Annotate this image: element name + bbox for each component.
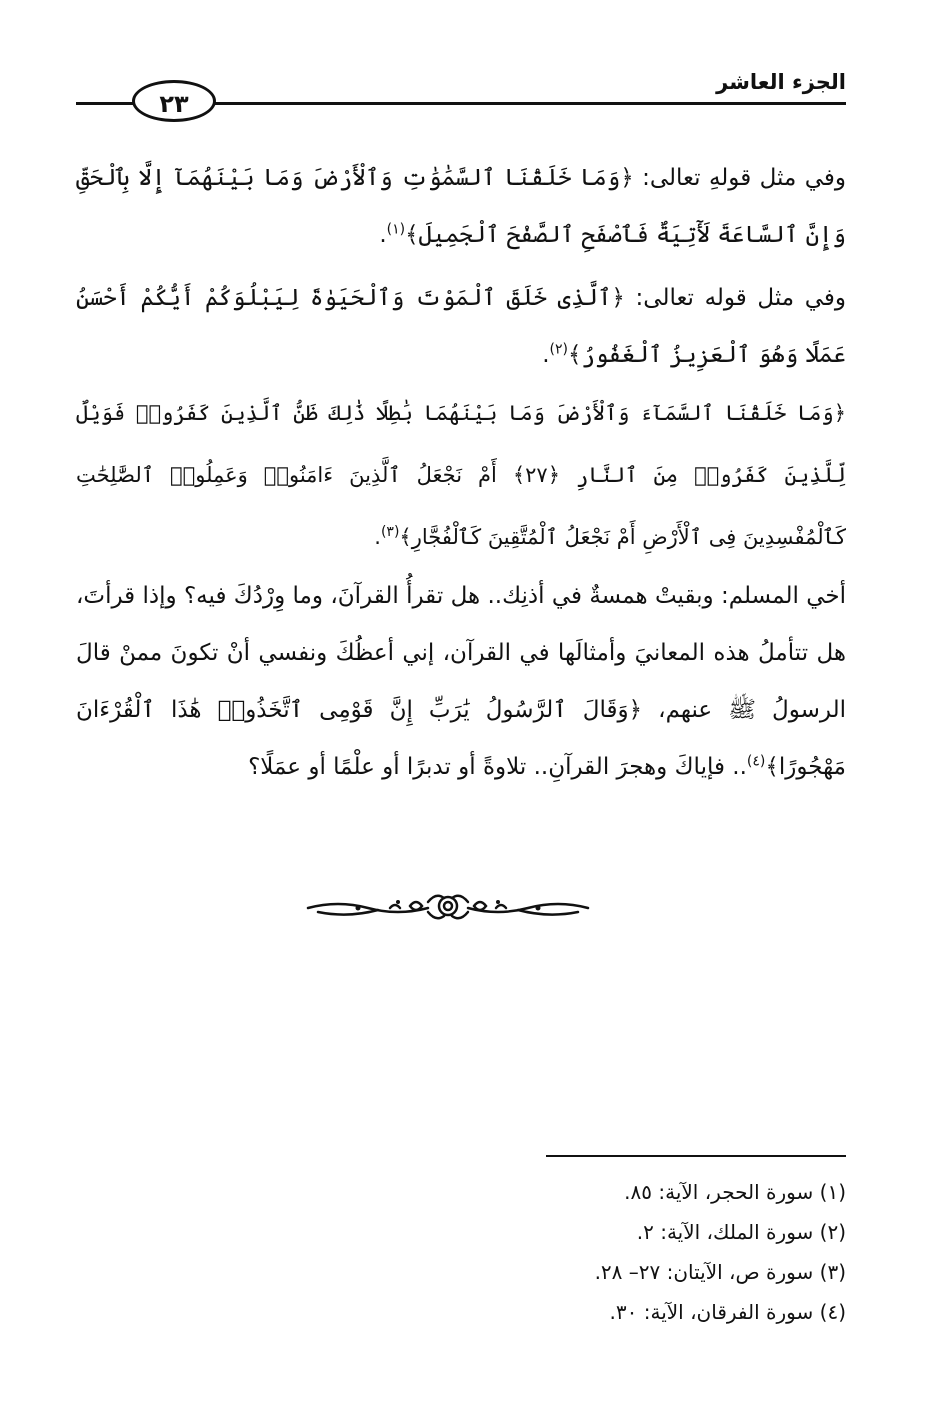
quran-verse: ﴿وَمَا خَلَقْنَا ٱلسَّمَآءَ وَٱلْأَرْضَ وَمَا بَيْنَهُمَا بَٰطِلًا ذَٰلِكَ ظَنُّ ٱلَّذِينَ كَفَرُوا۟ فَوَيْلٌ لِّلَّذِينَ كَفَرُوا۟ مِنَ ٱلنَّارِ ﴿٢٧﴾ أَمْ نَجْعَلُ ٱلَّذِينَ ءَامَنُوا۟ وَعَمِلُوا۟ ٱلصَّٰلِحَٰتِ كَٱلْمُفْسِدِينَ فِى ٱلْأَرْضِ أَمْ نَجْعَلُ ٱلْمُتَّقِينَ كَٱلْفُجَّارِ﴾ (76, 401, 846, 549)
footnote-ref: (٢) (549, 341, 568, 358)
footnote-ref: (١) (386, 221, 406, 238)
paragraph-intro: أخي المسلم: وبقيتْ همسةٌ في أذنِك.. هل تقرأُ القرآنَ، وما وِرْدُكَ فيه؟ وإذا قرأتَ، هل تتأملُ هذه المعانيَ وأمثالَها في القرآن، إني أعظُكَ ونفسي أنْ تكونَ ممنْ قالَ الرسولُ ﷺ عنهم، (76, 583, 846, 723)
decorative-ornament-divider (298, 888, 598, 928)
paragraph-intro: وفي مثل قولهِ تعالى: (633, 165, 847, 191)
quran-verse: ﴿وَقَالَ ٱلرَّسُولُ يَٰرَبِّ إِنَّ قَوْمِى ٱتَّخَذُوا۟ هَٰذَا ٱلْقُرْءَانَ مَهْجُورًا﴾ (76, 697, 846, 780)
footnote-3: (٣) سورة ص، الآيتان: ٢٧– ٢٨. (594, 1260, 846, 1284)
paragraph-2 (76, 270, 846, 384)
footnote-ref: (٤) (746, 753, 766, 770)
paragraph-4 (76, 568, 846, 796)
running-header-title: الجزء العاشر (716, 70, 846, 94)
quran-verse: ﴿وَمَا خَلَقْنَا ٱلسَّمَٰوَٰتِ وَٱلْأَرْضَ وَمَا بَيْنَهُمَآ إِلَّا بِٱلْحَقِّ وَإِنَّ ٱلسَّاعَةَ لَأٓتِيَةٌ فَٱصْفَحِ ٱلصَّفْحَ ٱلْجَمِيلَ﴾ (76, 165, 846, 248)
quran-verse: ﴿ٱلَّذِى خَلَقَ ٱلْمَوْتَ وَٱلْحَيَوٰةَ لِيَبْلُوَكُمْ أَيُّكُمْ أَحْسَنُ عَمَلًا وَهُوَ ٱلْعَزِيزُ ٱلْغَفُورُ﴾ (76, 285, 846, 368)
paragraph-1 (76, 150, 846, 264)
paragraph-tail: . (374, 525, 381, 549)
footnote-2: (٢) سورة الملك، الآية: ٢. (636, 1220, 846, 1244)
footnotes (400, 1172, 846, 1332)
footnote-rule (546, 1155, 846, 1157)
paragraph-tail: . (542, 342, 550, 368)
footnote-ref: (٣) (380, 524, 400, 540)
paragraph-tail: . (379, 222, 387, 248)
page-number: ٢٣ (132, 80, 216, 122)
paragraph-intro: وفي مثل قوله تعالى: (624, 285, 846, 311)
paragraph-tail: .. فإياكَ وهجرَ القرآنِ.. تلاوةً أو تدبرًا أو علْمًا أو عمَلًا؟ (248, 754, 747, 780)
footnote-4: (٤) سورة الفرقان، الآية: ٣٠. (609, 1300, 846, 1324)
footnote-1: (١) سورة الحجر، الآية: ٨٥. (624, 1180, 846, 1204)
paragraph-3 (76, 382, 846, 568)
